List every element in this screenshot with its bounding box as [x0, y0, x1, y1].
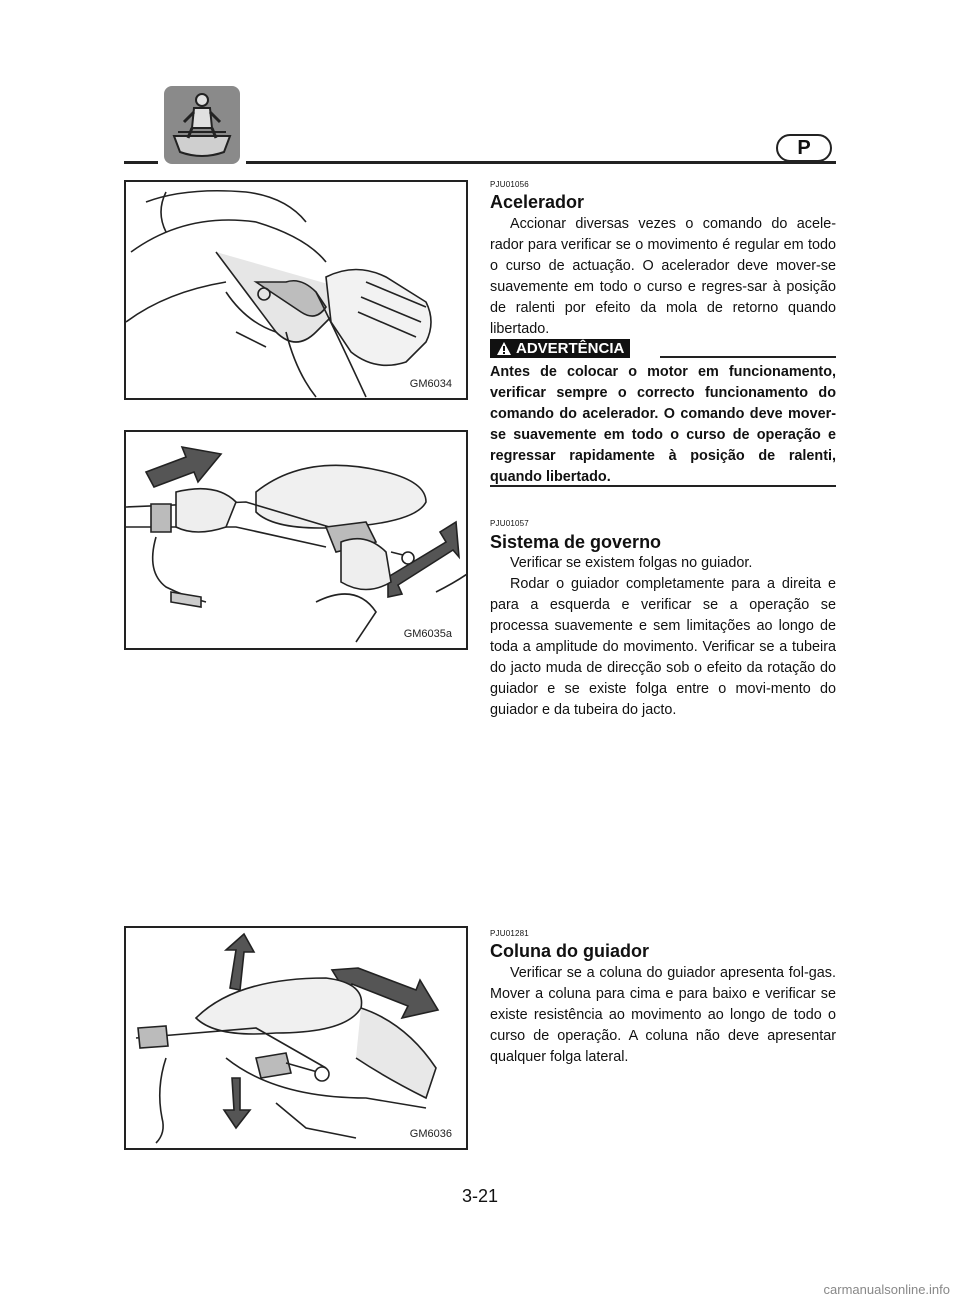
section-paragraph [490, 214, 836, 340]
language-badge: P [776, 134, 832, 162]
figure-label: GM6036 [409, 1128, 452, 1140]
section-paragraph [490, 574, 836, 721]
warning-text: Antes de colocar o motor em funcionamento, verificar sempre o correcto funcionamento do comando do acelerador. O comando deve mover-se suavemente em todo o curso de operação e regressar rapidamente à posição de ralenti, quando libertado. [490, 364, 836, 485]
figure-steering-column [124, 926, 468, 1150]
section-code: PJU01056 [490, 180, 529, 189]
figure-label: GM6035a [403, 628, 452, 640]
section-paragraph [490, 553, 836, 574]
section-title: Coluna do guiador [490, 941, 649, 961]
throttle-illustration [126, 182, 468, 400]
paragraph-text: Rodar o guiador completamente para a direita e para a esquerda e verificar se a operação se processa suavemente e sem limitações ao longo de toda a amplitude do movimento. Verificar se a tubeira do jacto muda de direcção sob o efeito da rotação do guiador e se existe folga entre o movi-mento do guiador e da tubeira do jacto. [490, 576, 836, 718]
section-title: Acelerador [490, 192, 585, 212]
jet-ski-rider-icon [164, 86, 240, 164]
warning-rule-top [660, 356, 836, 358]
steering-illustration [126, 432, 468, 650]
header-rule-left [124, 161, 158, 164]
warning-rule-bottom [490, 485, 836, 487]
figure-throttle [124, 180, 468, 400]
paragraph-text: Verificar se existem folgas no guiador. [510, 555, 753, 571]
header-rule-right [246, 161, 836, 164]
section-code: PJU01057 [490, 519, 529, 528]
watermark[interactable]: carmanualsonline.info [823, 1282, 950, 1297]
steering-column-illustration [126, 928, 468, 1150]
page-number: 3-21 [461, 1186, 499, 1206]
figure-label: GM6034 [409, 378, 452, 390]
section-paragraph [490, 963, 836, 1068]
section-title: Sistema de governo [490, 532, 662, 552]
figure-steering [124, 430, 468, 650]
section-code: PJU01281 [490, 929, 529, 938]
warning-badge [490, 339, 630, 358]
paragraph-text: Accionar diversas vezes o comando do acele-rador para verificar se o movimento é regular em todo o curso de actuação. O acelerador deve mover-se suavemente em todo o curso e regres-sar à posição de ralenti por efeito da mola de retorno quando libertado. [490, 216, 836, 337]
paragraph-text: Verificar se a coluna do guiador apresenta fol-gas. Mover a coluna para cima e para baixo e verificar se existe resistência ao movimento ao longo de todo o curso de operação. A coluna não deve apresentar qualquer folga lateral. [490, 965, 836, 1065]
warning-label: ADVERTÊNCIA [516, 340, 625, 357]
warning-triangle-icon [496, 341, 512, 356]
